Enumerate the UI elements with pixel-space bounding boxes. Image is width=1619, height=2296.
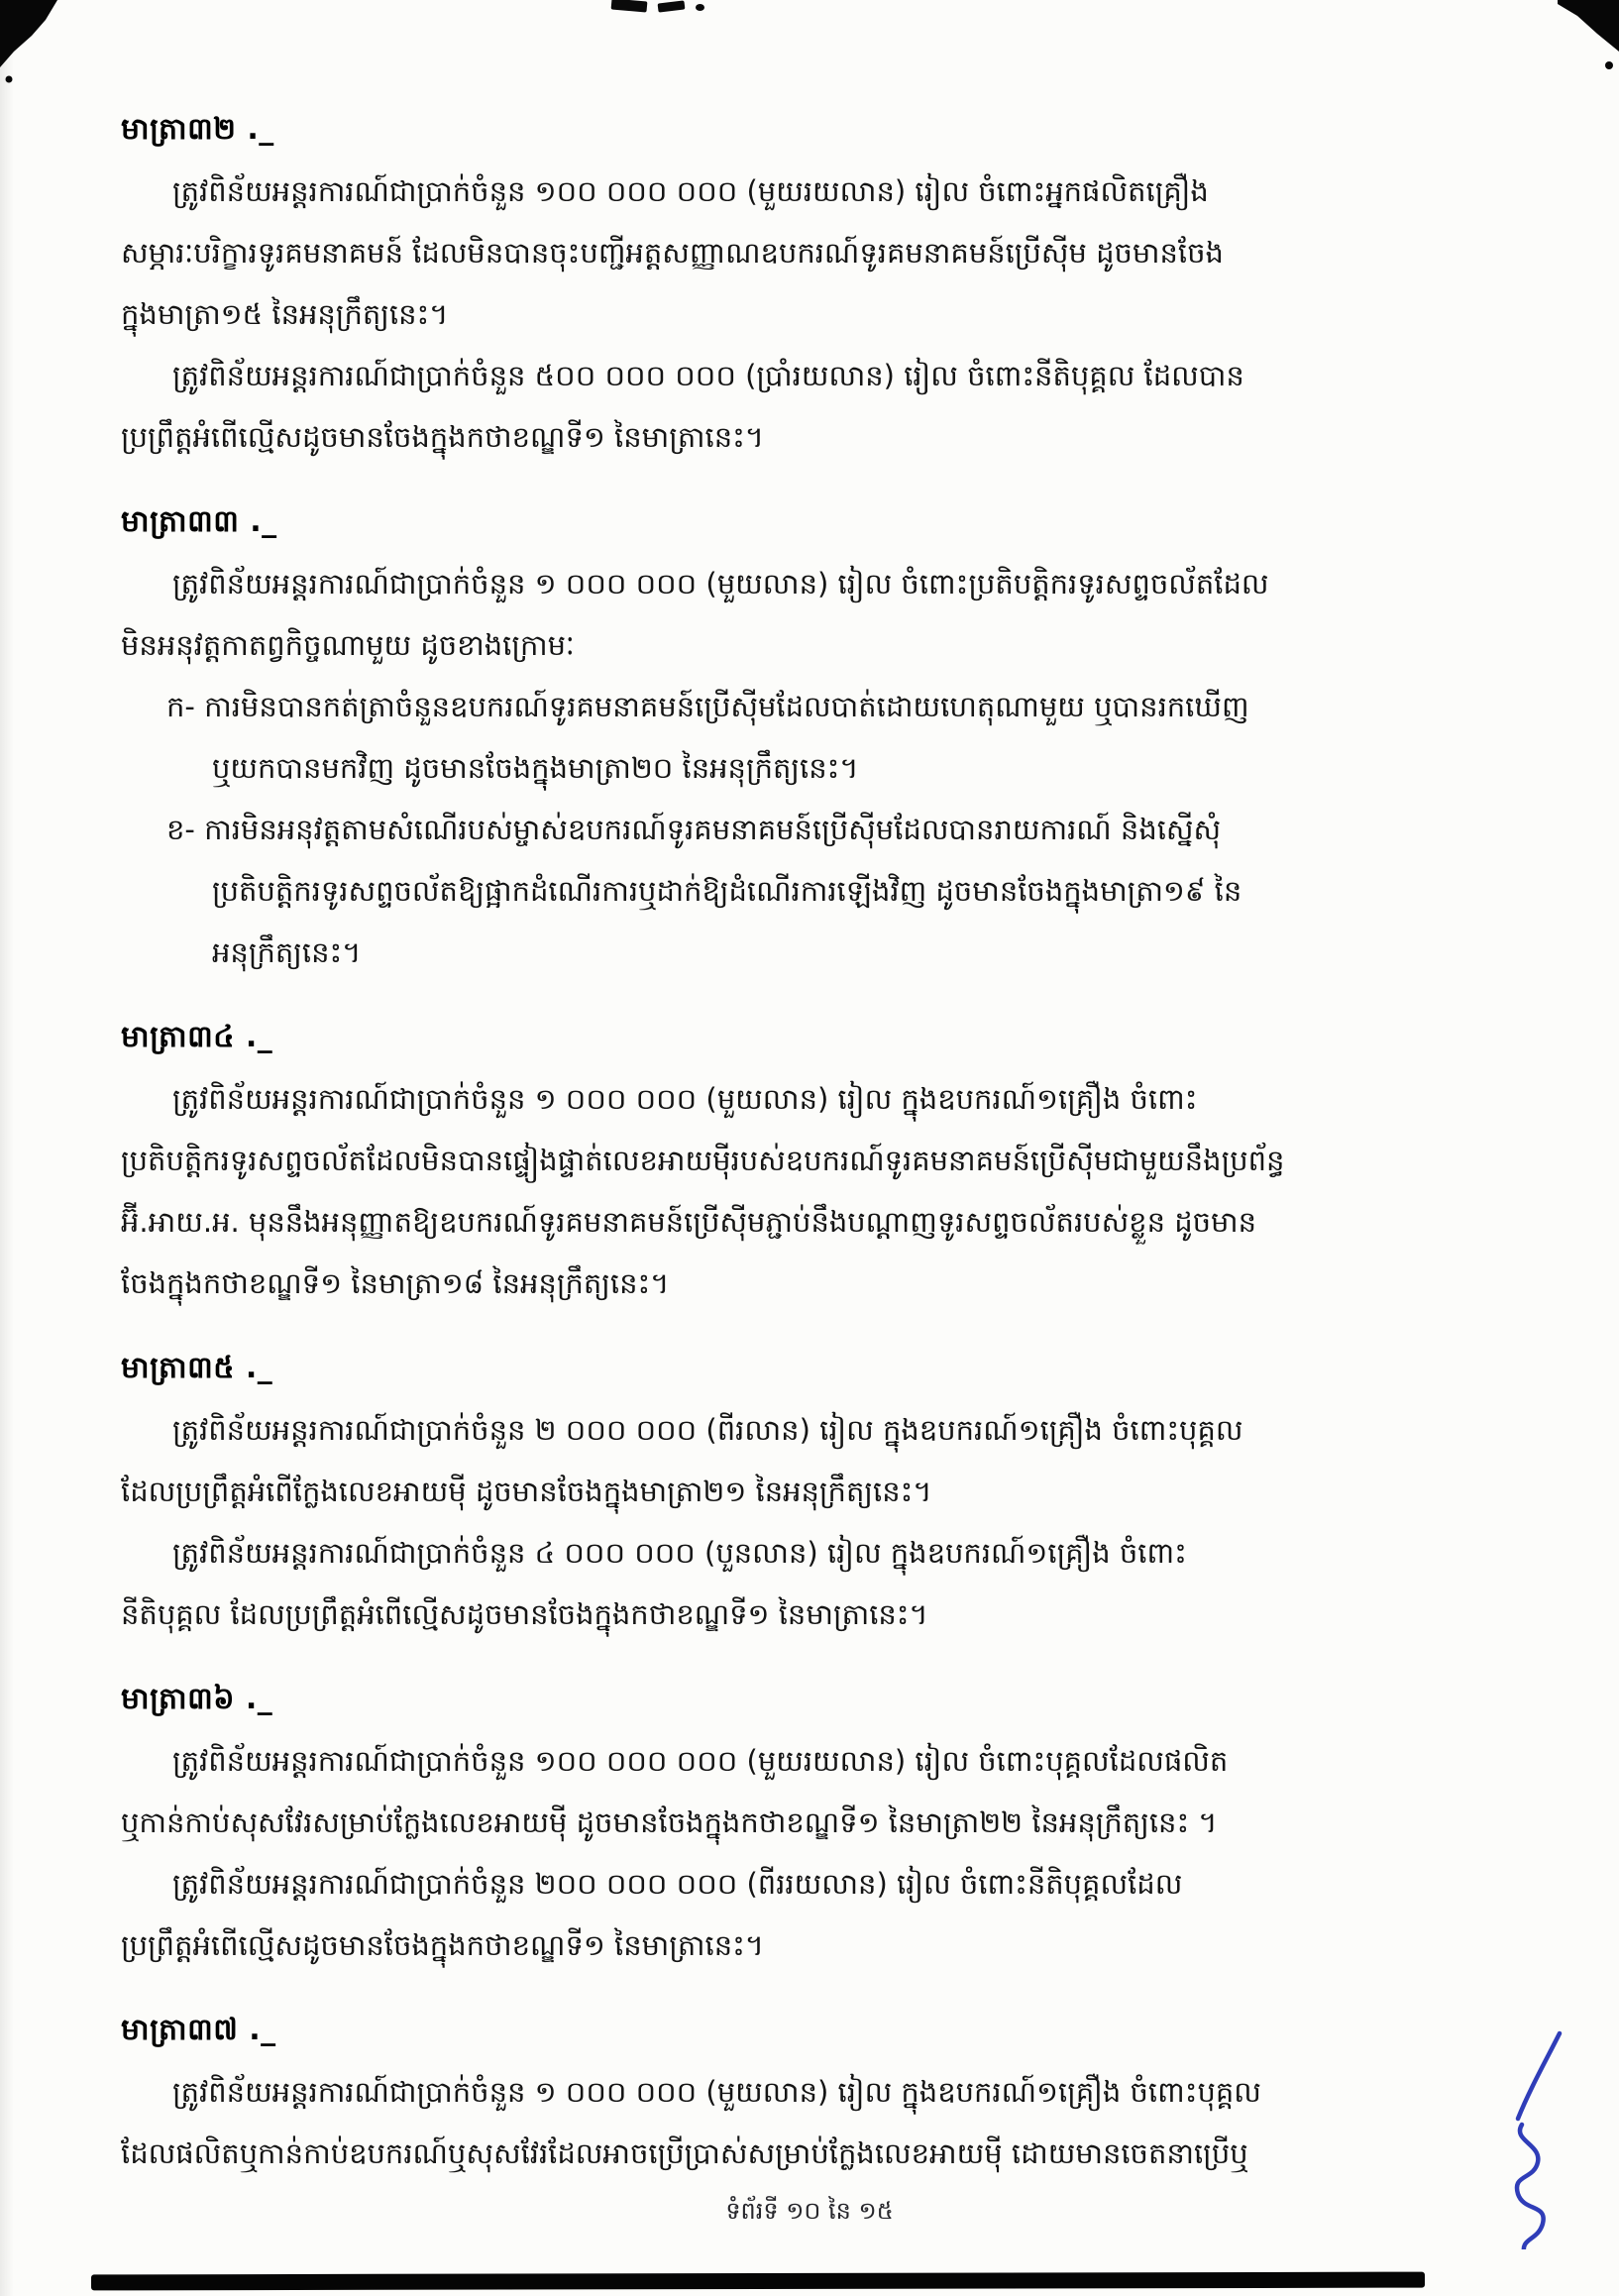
text-line: ត្រូវពិន័យអន្តរការណ៍ជាប្រាក់ចំនួន ៤ ០០០ ០០០ (បួនលាន) រៀល ក្នុងឧបករណ៍១គ្រឿង ចំពោះ [172,1536,1187,1570]
page-number: ទំព័រទី ១០ នៃ ១៥ [725,2197,894,2225]
text-line: ត្រូវពិន័យអន្តរការណ៍ជាប្រាក់ចំនួន ១ ០០០ ០០០ (មួយលាន) រៀល ក្នុងឧបករណ៍១គ្រឿង ចំពោះ [172,1082,1198,1116]
scan-artifact-top-right [1552,0,1619,85]
text-line: ត្រូវពិន័យអន្តរការណ៍ជាប្រាក់ចំនួន ១០០ ០០០ ០០០ (មួយរយលាន) រៀល ចំពោះអ្នកផលិតគ្រឿង [172,174,1209,208]
scan-artifact-top-left [0,0,69,89]
text-line: ត្រូវពិន័យអន្តរការណ៍ជាប្រាក់ចំនួន ២០០ ០០០ ០០០ (ពីររយលាន) រៀល ចំពោះនីតិបុគ្គលដែល [172,1867,1183,1901]
scan-artifact-top-smudge [696,4,704,11]
text-line: ប្រព្រឹត្តអំពើល្មើសដូចមានចែងក្នុងកថាខណ្ឌទី១ នៃមាត្រានេះ។ [121,1928,764,1962]
list-item-ka-line: ឬយកបានមកវិញ ដូចមានចែងក្នុងមាត្រា២០ នៃអនុក្រឹត្យនេះ។ [212,751,859,785]
text-line: ត្រូវពិន័យអន្តរការណ៍ជាប្រាក់ចំនួន ២ ០០០ ០០០ (ពីរលាន) រៀល ក្នុងឧបករណ៍១គ្រឿង ចំពោះបុគ្គល [172,1413,1243,1447]
list-item-kho-line: ប្រតិបត្តិករទូរសព្ទចល័តឱ្យផ្អាកដំណើរការឬដាក់ឱ្យដំណើរការឡើងវិញ ដូចមានចែងក្នុងមាត្រា១៩ នៃ [212,874,1242,908]
scan-artifact-top-smudge [611,0,648,13]
text-line: ចែងក្នុងកថាខណ្ឌទី១ នៃមាត្រា១៨ នៃអនុក្រឹត្យនេះ។ [121,1266,670,1300]
article-37 [121,2000,1516,2184]
text-line: ដែលផលិតឬកាន់កាប់ឧបករណ៍ឬសុសវែរដែលអាចប្រើប្រាស់សម្រាប់ក្លែងលេខអាយម៉ី ដោយមានចេតនាប្រើឬ [121,2136,1248,2170]
article-34 [121,1007,1516,1314]
scan-edge-shadow [0,0,14,2296]
text-line: មិនអនុវត្តកាតព្វកិច្ចណាមួយ ដូចខាងក្រោមៈ [121,628,575,662]
article-33 [121,492,1516,983]
article-heading: មាត្រា៣៤ ._ [121,1020,273,1054]
article-heading: មាត្រា៣៣ ._ [121,504,277,539]
document-body [121,99,1516,2184]
text-line: ត្រូវពិន័យអន្តរការណ៍ជាប្រាក់ចំនួន ១ ០០០ ០០០ (មួយលាន) រៀល ចំពោះប្រតិបត្តិករទូរសព្ទចល័តដែល [172,567,1269,601]
scan-artifact-bottom-band [91,2272,1425,2291]
text-line: ក្នុងមាត្រា១៥ នៃអនុក្រឹត្យនេះ។ [121,297,449,331]
signature-mark [1482,2027,1601,2249]
text-line: នីតិបុគ្គល ដែលប្រព្រឹត្តអំពើល្មើសដូចមានចែងក្នុងកថាខណ្ឌទី១ នៃមាត្រានេះ។ [121,1597,928,1631]
text-line: ដែលប្រព្រឹត្តអំពើក្លែងលេខអាយម៉ី ដូចមានចែងក្នុងមាត្រា២១ នៃអនុក្រឹត្យនេះ។ [121,1475,932,1508]
article-32 [121,99,1516,468]
article-36 [121,1669,1516,1976]
article-heading: មាត្រា៣២ ._ [121,112,274,147]
scan-artifact-top-smudge [658,0,686,12]
list-item-kho-line: ខ- ការមិនអនុវត្តតាមសំណើរបស់ម្ចាស់ឧបករណ៍ទូរគមនាគមន៍ប្រើស៊ីមដែលបានរាយការណ៍ និងស្នើសុំ [166,813,1222,846]
list-item-ka-line: ក- ការមិនបានកត់ត្រាចំនួនឧបករណ៍ទូរគមនាគមន៍ប្រើស៊ីមដែលបាត់ដោយហេតុណាមួយ ឬបានរកឃើញ [166,690,1249,723]
list-item-kho-line: អនុក្រឹត្យនេះ។ [212,935,362,969]
text-line: ត្រូវពិន័យអន្តរការណ៍ជាប្រាក់ចំនួន ១ ០០០ ០០០ (មួយលាន) រៀល ក្នុងឧបករណ៍១គ្រឿង ចំពោះបុគ្គល [172,2075,1261,2109]
text-line: ត្រូវពិន័យអន្តរការណ៍ជាប្រាក់ចំនួន ១០០ ០០០ ០០០ (មួយរយលាន) រៀល ចំពោះបុគ្គលដែលផលិត [172,1744,1229,1778]
text-line: ឬកាន់កាប់សុសវែរសម្រាប់ក្លែងលេខអាយម៉ី ដូចមានចែងក្នុងកថាខណ្ឌទី១ នៃមាត្រា២២ នៃអនុក្រឹត្យនេះ ។ [121,1805,1218,1839]
article-heading: មាត្រា៣៧ ._ [121,2013,276,2047]
text-line: ប្រតិបត្តិករទូរសព្ទចល័តដែលមិនបានផ្ទៀងផ្ទាត់លេខអាយម៉ីរបស់ឧបករណ៍ទូរគមនាគមន៍ប្រើស៊ីមជាមួយនឹងប្រព័ន្ធ [121,1144,1285,1177]
text-line: សម្ភារៈបរិក្ខារទូរគមនាគមន៍ ដែលមិនបានចុះបញ្ជីអត្តសញ្ញាណឧបករណ៍ទូរគមនាគមន៍ប្រើស៊ីម ដូចមានចែង [121,236,1224,270]
article-35 [121,1338,1516,1645]
text-line: អ៊ី.អាយ.អ. មុននឹងអនុញ្ញាតឱ្យឧបករណ៍ទូរគមនាគមន៍ប្រើស៊ីមភ្ជាប់នឹងបណ្តាញទូរសព្ទចល័តរបស់ខ្លួន ដូចមាន [121,1205,1257,1239]
article-heading: មាត្រា៣៦ ._ [121,1682,273,1716]
text-line: ប្រព្រឹត្តអំពើល្មើសដូចមានចែងក្នុងកថាខណ្ឌទី១ នៃមាត្រានេះ។ [121,420,764,454]
text-line: ត្រូវពិន័យអន្តរការណ៍ជាប្រាក់ចំនួន ៥០០ ០០០ ០០០ (ប្រាំរយលាន) រៀល ចំពោះនីតិបុគ្គល ដែលបាន [172,359,1244,392]
article-heading: មាត្រា៣៥ ._ [121,1351,273,1385]
